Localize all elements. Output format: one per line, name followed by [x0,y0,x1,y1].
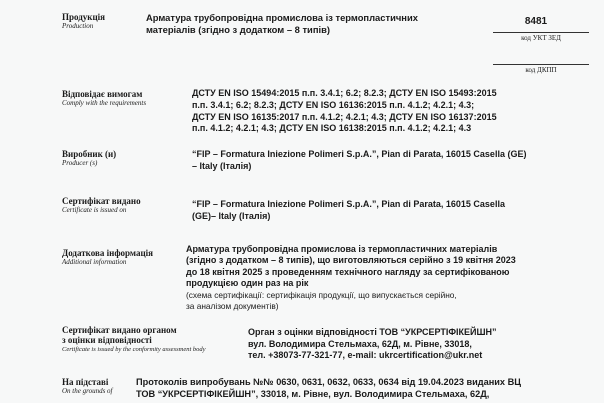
product-label-en: Production [62,22,94,30]
issued-on-line: “FIP – Formatura Iniezione Polimeri S.p.A.”, Pian di Parata, 16015 Casella [192,199,505,209]
uktzed-caption: код УКТ ЗЕД [521,34,561,42]
requirements-line: п.п. 4.1.2; 4.2.1; 4.3; ДСТУ EN ISO 16138:2015 п.п. 4.1.2; 4.2.1; 4.3 [192,123,472,134]
product-line: Арматура трубопровідна промислова із термопластичних [146,12,418,23]
requirements-line: ДСТУ EN ISO 16135:2017 п.п. 4.1.2; 4.2.1; 4.3; ДСТУ EN ISO 16137:2015 [192,111,497,122]
body-label-ua: Сертифікат видано органом [62,325,177,335]
issued-on-label-en: Certificate is issued on [62,206,127,214]
issued-on-label-ua: Сертифікат видано [62,196,141,206]
body-label [62,325,242,354]
producer-label [62,149,182,168]
uktzed-code: 8481 [524,16,548,27]
product-line: матеріалів (згідно з додатком – 8 типів) [146,23,330,35]
requirements-label-en: Comply with the requirements [62,99,147,107]
producer-line: – Italy (Італія) [192,160,252,171]
additional-note-line: (схема сертифікації: сертифікація продукції, що випускається серійно, [186,289,457,300]
additional-line: Арматура трубопровідна промислова із термопластичних матеріалів [186,244,498,254]
additional-line: продукцією один раз на рік [186,278,309,289]
additional-line: (згідно з додатком – 8 типів), що виготовляються серійно з 19 квітня 2023 [186,255,516,266]
body-line: тел. +38073-77-321-77, e-mail: ukrcertification@ukr.net [248,350,483,360]
issued-on-line: (GE)– Italy (Італія) [192,210,271,221]
body-line: Орган з оцінки відповідності ТОВ “УКРСЕРТІФІКЕЙШН” [248,327,497,337]
producer-value [192,149,526,172]
additional-line: до 18 квітня 2025 з проведенням технічного нагляду за сертифікованою [186,266,510,277]
producer-label-en: Producer (s) [62,159,98,167]
product-value [146,12,418,35]
body-label-ua: з оцінки відповідності [62,335,152,345]
body-line: вул. Володимира Стельмаха, 62Д, м. Рівне, 33018, [248,338,472,349]
issued-on-value [192,199,505,222]
product-label-ua: Продукція [62,12,106,22]
uktzed-rule [493,32,589,33]
basis-label-ua: На підставі [62,377,109,387]
basis-line: ТОВ “УКРСЕРТІФІКЕЙШН”, 33018, м. Рівне, вул. Володимира Стельмаха, 62Д, [136,388,490,399]
dkpp-rule [493,64,589,65]
requirements-label-ua: Відповідає вимогам [62,89,143,99]
producer-label-ua: Виробник (и) [62,149,117,159]
producer-line: “FIP – Formatura Iniezione Polimeri S.p.A.”, Pian di Parata, 16015 Casella (GE) [192,149,527,159]
body-value [248,327,497,362]
additional-note-line: за аналізом документів) [186,301,279,312]
additional-label [62,248,182,267]
basis-value [136,377,521,400]
dkpp-caption: код ДКПП [525,66,557,74]
basis-label-en: On the grounds of [62,387,113,395]
additional-label-en: Additional information [62,258,127,266]
requirements-label [62,89,182,108]
additional-label-ua: Додаткова інформація [62,248,154,258]
basis-line: Протоколів випробувань №№ 0630, 0631, 0632, 0633, 0634 від 19.04.2023 виданих ВЦ [136,377,521,387]
requirements-line: п.п. 3.4.1; 6.2; 8.2.3; ДСТУ EN ISO 16136:2015 п.п. 4.1.2; 4.2.1; 4.3; [192,99,475,110]
requirements-value [192,88,497,135]
issued-on-label [62,196,182,215]
body-label-en: Certificate is issued by the conformity assessment body [62,346,206,353]
requirements-line: ДСТУ EN ISO 15494:2015 п.п. 3.4.1; 6.2; 8.2.3; ДСТУ EN ISO 15493:2015 [192,88,497,98]
additional-value [186,244,516,312]
